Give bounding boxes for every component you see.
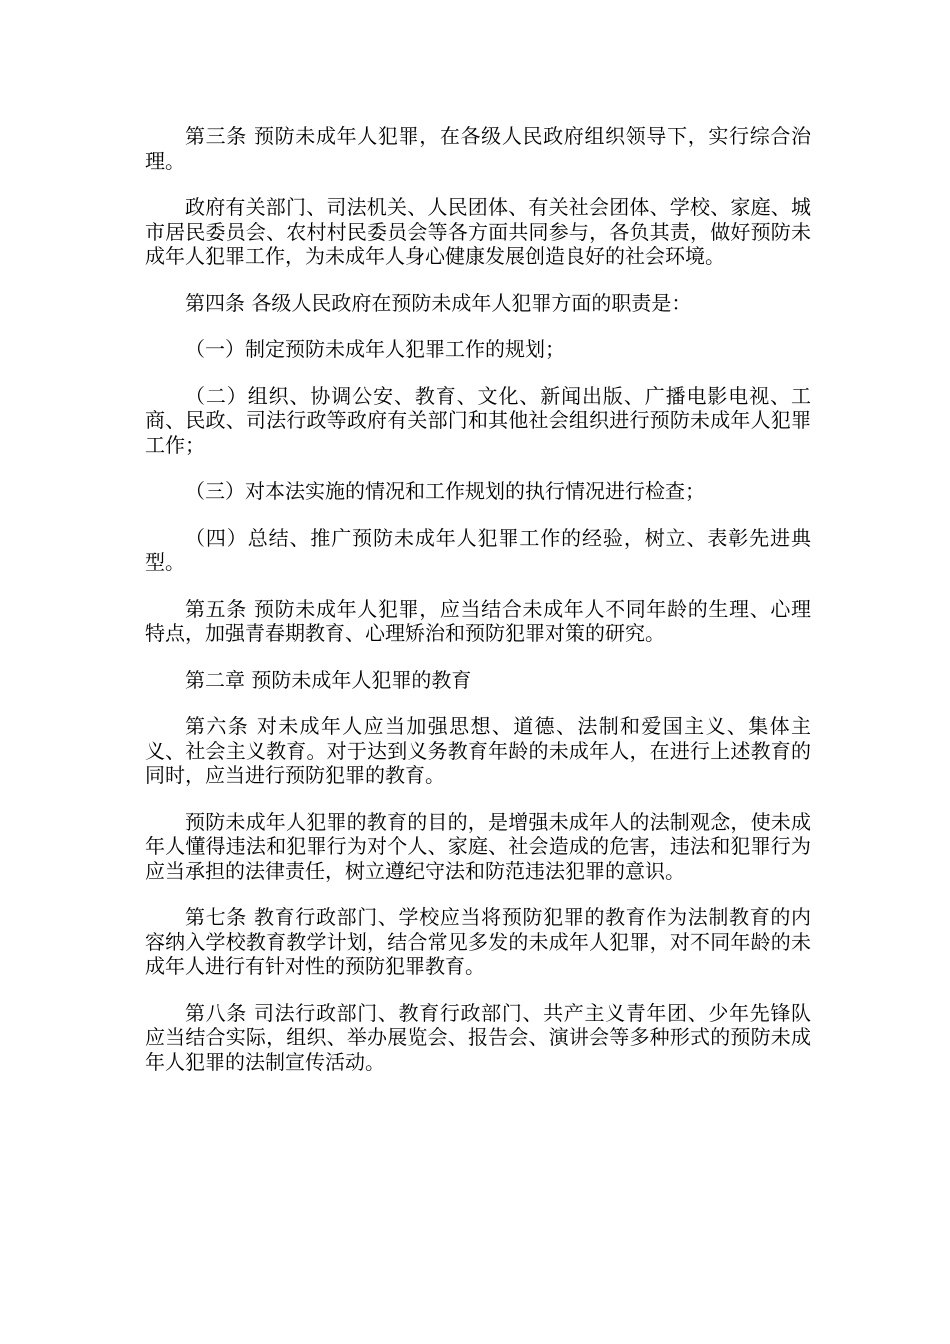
article-3-clause-2-paragraph: 政府有关部门、司法机关、人民团体、有关社会团体、学校、家庭、城市居民委员会、农村村民委员会等各方面共同参与，各负其责，做好预防未成年人犯罪工作，为未成年人身心健康发展创造良好的社会环境。 xyxy=(145,195,811,268)
article-6-paragraph: 第六条 对未成年人应当加强思想、道德、法制和爱国主义、集体主义、社会主义教育。对于达到义务教育年龄的未成年人，在进行上述教育的同时，应当进行预防犯罪的教育。 xyxy=(145,714,811,787)
article-5-paragraph: 第五条 预防未成年人犯罪，应当结合未成年人不同年龄的生理、心理特点，加强青春期教育、心理矫治和预防犯罪对策的研究。 xyxy=(145,596,811,645)
article-6-clause-2-paragraph: 预防未成年人犯罪的教育的目的，是增强未成年人的法制观念，使未成年人懂得违法和犯罪行为对个人、家庭、社会造成的危害，违法和犯罪行为应当承担的法律责任，树立遵纪守法和防范违法犯罪的意识。 xyxy=(145,809,811,883)
chapter-2-heading: 第二章 预防未成年人犯罪的教育 xyxy=(185,667,472,692)
document-body xyxy=(145,124,811,1096)
article-4-item-4: （四）总结、推广预防未成年人犯罪工作的经验，树立、表彰先进典型。 xyxy=(145,525,811,574)
article-7-paragraph: 第七条 教育行政部门、学校应当将预防犯罪的教育作为法制教育的内容纳入学校教育教学计划，结合常见多发的未成年人犯罪，对不同年龄的未成年人进行有针对性的预防犯罪教育。 xyxy=(145,905,811,978)
article-3-paragraph: 第三条 预防未成年人犯罪，在各级人民政府组织领导下，实行综合治理。 xyxy=(145,124,811,173)
article-8-paragraph: 第八条 司法行政部门、教育行政部门、共产主义青年团、少年先锋队应当结合实际，组织、举办展览会、报告会、演讲会等多种形式的预防未成年人犯罪的法制宣传活动。 xyxy=(145,1000,811,1074)
article-4-item-2: （二）组织、协调公安、教育、文化、新闻出版、广播电影电视、工商、民政、司法行政等政府有关部门和其他社会组织进行预防未成年人犯罪工作； xyxy=(145,383,811,457)
article-4-item-3: （三）对本法实施的情况和工作规划的执行情况进行检查； xyxy=(185,479,705,503)
article-4-item-1: （一）制定预防未成年人犯罪工作的规划； xyxy=(185,337,565,361)
article-4-paragraph: 第四条 各级人民政府在预防未成年人犯罪方面的职责是： xyxy=(185,290,692,315)
